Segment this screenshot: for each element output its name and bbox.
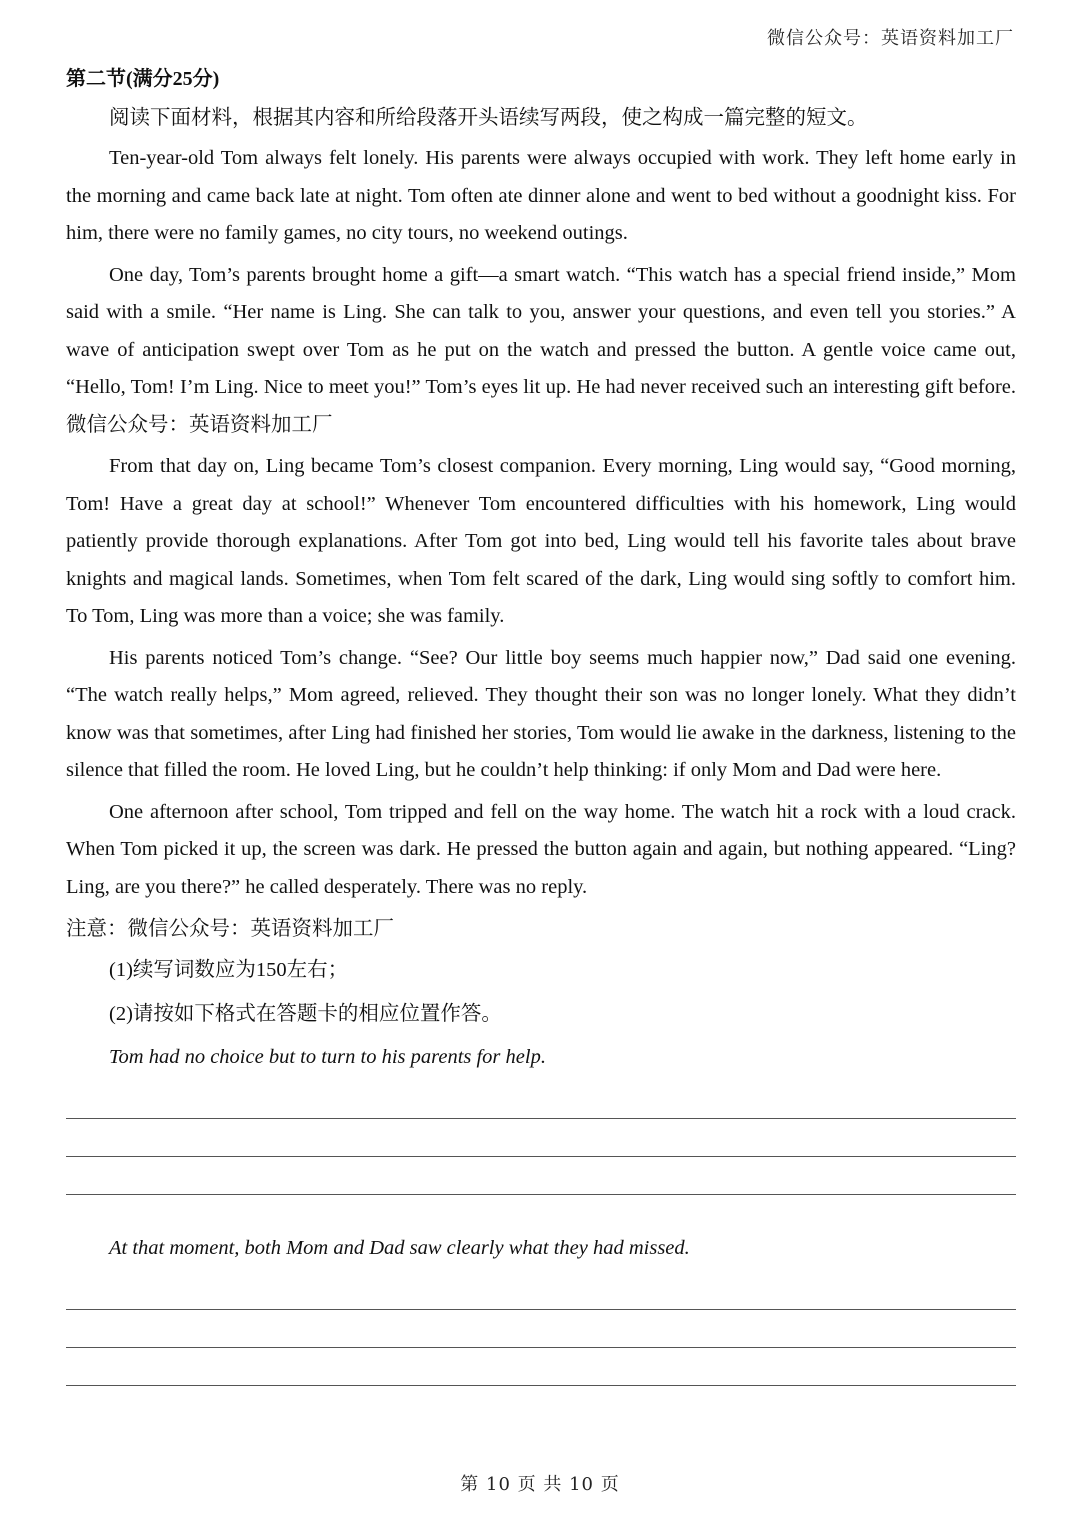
exam-content (66, 62, 1016, 1386)
page-number: 第 10 页 共 10 页 (460, 1474, 620, 1495)
paragraph-starter-2: At that moment, both Mom and Dad saw clearly what they had missed. (109, 1237, 690, 1259)
story-paragraph-3: From that day on, Ling became Tom’s closest companion. Every morning, Ling would say, “Good morning, Tom! Have a great day at school!” Whenever Tom encountered difficulties with his homework, Ling would patiently provide thorough explanations. After Tom got into bed, Ling would tell his favorite tales about brave knights and magical lands. Sometimes, when Tom felt scared of the dark, Ling would sing softly to comfort him. To Tom, Ling was more than a voice; she was family. (66, 455, 1016, 627)
story-paragraph-2: One day, Tom’s parents brought home a gift—a smart watch. “This watch has a special friend inside,” Mom said with a smile. “Her name is Ling. She can talk to you, answer your questions, and even tell you stories.” A wave of anticipation swept over Tom as he put on the watch and pressed the button. A gentle voice came out, “Hello, Tom! I’m Ling. Nice to meet you!” Tom’s eyes lit up. He had never received such an interesting gift before. 微信公众号：英语资料加工厂 (66, 263, 1016, 436)
task-instruction: 阅读下面材料，根据其内容和所给段落开头语续写两段，使之构成一篇完整的短文。 (109, 107, 868, 129)
note-word-count: (1)续写词数应为150左右； (109, 959, 349, 981)
story-paragraph-4: His parents noticed Tom’s change. “See? Our little boy seems much happier now,” Dad said one evening. “The watch really helps,” Mom agreed, relieved. They thought their son was no longer lonely. What they didn’t know was that sometimes, after Ling had finished her stories, Tom would lie awake in the darkness, listening to the silence that filled the room. He loved Ling, but he couldn’t help thinking: if only Mom and Dad were here. (66, 646, 1016, 781)
story-paragraph-5: One afternoon after school, Tom tripped and fell on the way home. The watch hit a rock with a loud crack. When Tom picked it up, the screen was dark. He pressed the button again and again, but nothing appeared. “Ling? Ling, are you there?” he called desperately. There was no reply. (66, 800, 1016, 898)
section-title: 第二节(满分25分) (66, 68, 220, 90)
story-paragraph-1: Ten-year-old Tom always felt lonely. His parents were always occupied with work. They left home early in the morning and came back late at night. Tom often ate dinner alone and went to bed without a goodnight kiss. For him, there were no family games, no city tours, no weekend outings. (66, 147, 1016, 244)
page-header: 微信公众号：英语资料加工厂 (767, 28, 1014, 49)
note-format: (2)请按如下格式在答题卡的相应位置作答。 (109, 1003, 502, 1025)
paragraph-starter-1: Tom had no choice but to turn to his parents for help. (109, 1046, 546, 1068)
answer-line (66, 1385, 1016, 1386)
notes-title: 注意：微信公众号：英语资料加工厂 (66, 918, 394, 940)
